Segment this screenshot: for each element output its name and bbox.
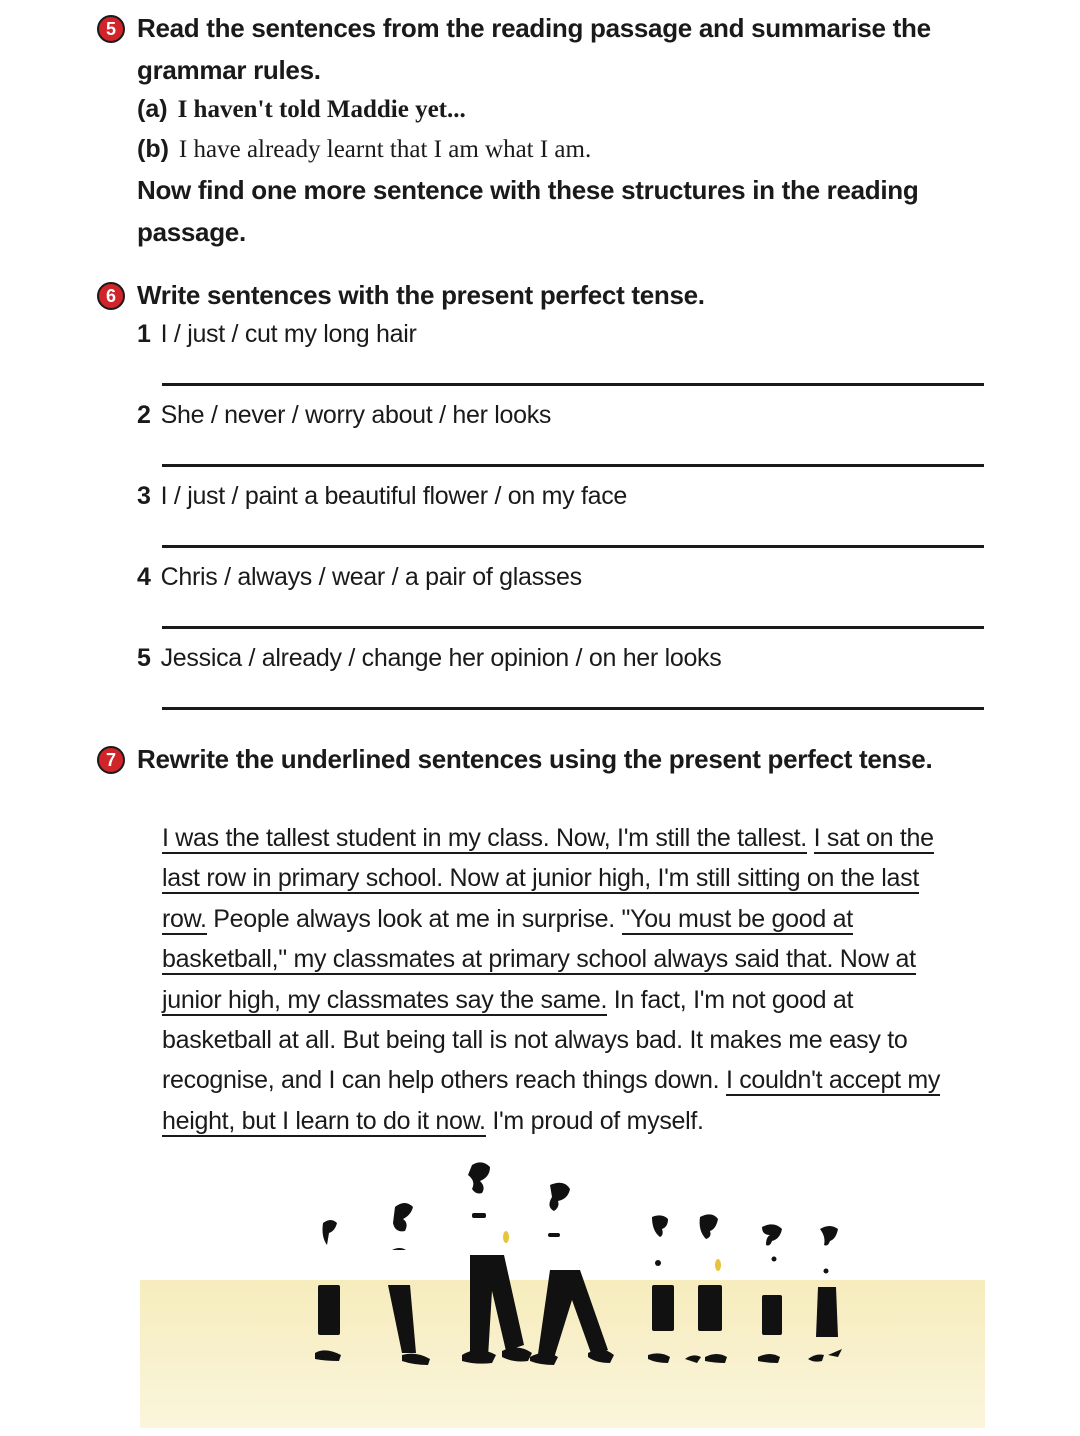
example-tag: (a) — [137, 95, 168, 123]
exercise-7-number-badge: 7 — [97, 746, 125, 774]
exercise-6-item-3 — [137, 482, 627, 511]
answer-line-3[interactable] — [162, 545, 984, 548]
answer-line-1[interactable] — [162, 383, 984, 386]
answer-line-4[interactable] — [162, 626, 984, 629]
passage-segment — [807, 824, 814, 852]
item-number: 1 — [137, 320, 151, 348]
exercise-6-item-5 — [137, 644, 721, 673]
exercise-7-passage — [162, 818, 962, 1141]
exercise-5-title-line-1: Read the sentences from the reading passage and summarise the — [137, 13, 931, 43]
answer-line-5[interactable] — [162, 707, 984, 710]
exercise-5-title-line-2: grammar rules. — [137, 55, 321, 85]
exercise-5-example-a — [137, 95, 466, 124]
passage-segment-underlined: I couldn't accept my height, but I learn to do it now. — [162, 1066, 941, 1135]
exercise-5-example-b — [137, 135, 591, 164]
passage-segment-underlined: I sat on the last row in primary school. Now at junior high, I'm still sitting on the last row. — [162, 824, 934, 933]
passage-segment-underlined: I was the tallest student in my class. Now, I'm still the tallest. — [162, 824, 807, 852]
example-tag: (b) — [137, 135, 169, 163]
example-text: I have already learnt that I am what I am. — [178, 136, 592, 163]
item-prompt: She / never / worry about / her looks — [160, 401, 552, 429]
item-number: 3 — [137, 482, 151, 510]
exercise-7-title: Rewrite the underlined sentences using the present perfect tense. — [137, 744, 933, 774]
passage-segment-underlined: "You must be good at basketball," my classmates at primary school always said that. Now at junior high, my classmates say the same. — [162, 904, 916, 1014]
item-number: 4 — [137, 563, 151, 591]
item-prompt: I / just / cut my long hair — [160, 320, 417, 348]
exercise-6-number-badge: 6 — [97, 282, 125, 310]
passage-segment: I'm proud of myself. — [485, 1106, 704, 1135]
item-prompt: Chris / always / wear / a pair of glasses — [160, 563, 582, 591]
exercise-6-item-1 — [137, 320, 417, 349]
item-number: 5 — [137, 644, 151, 672]
example-text: I haven't told Maddie yet... — [177, 96, 466, 123]
exercise-6-item-4 — [137, 563, 582, 592]
item-number: 2 — [137, 401, 151, 429]
exercise-6-item-2 — [137, 401, 551, 430]
exercise-5-instruction-line-2: passage. — [137, 217, 246, 247]
passage-segment: People always look at me in surprise. — [206, 904, 622, 933]
exercise-5-instruction-line-1: Now find one more sentence with these structures in the reading — [137, 175, 919, 205]
exercise-6-title: Write sentences with the present perfect tense. — [137, 280, 705, 310]
answer-line-2[interactable] — [162, 464, 984, 467]
exercise-5-number-badge: 5 — [97, 15, 125, 43]
students-illustration — [140, 1155, 985, 1430]
item-prompt: I / just / paint a beautiful flower / on my face — [160, 482, 628, 510]
item-prompt: Jessica / already / change her opinion / on her looks — [160, 644, 722, 672]
passage-segment: In fact, I'm not good at basketball at all. But being tall is not always bad. It makes me easy to recognise, and I can help others reach things down. — [162, 985, 908, 1095]
